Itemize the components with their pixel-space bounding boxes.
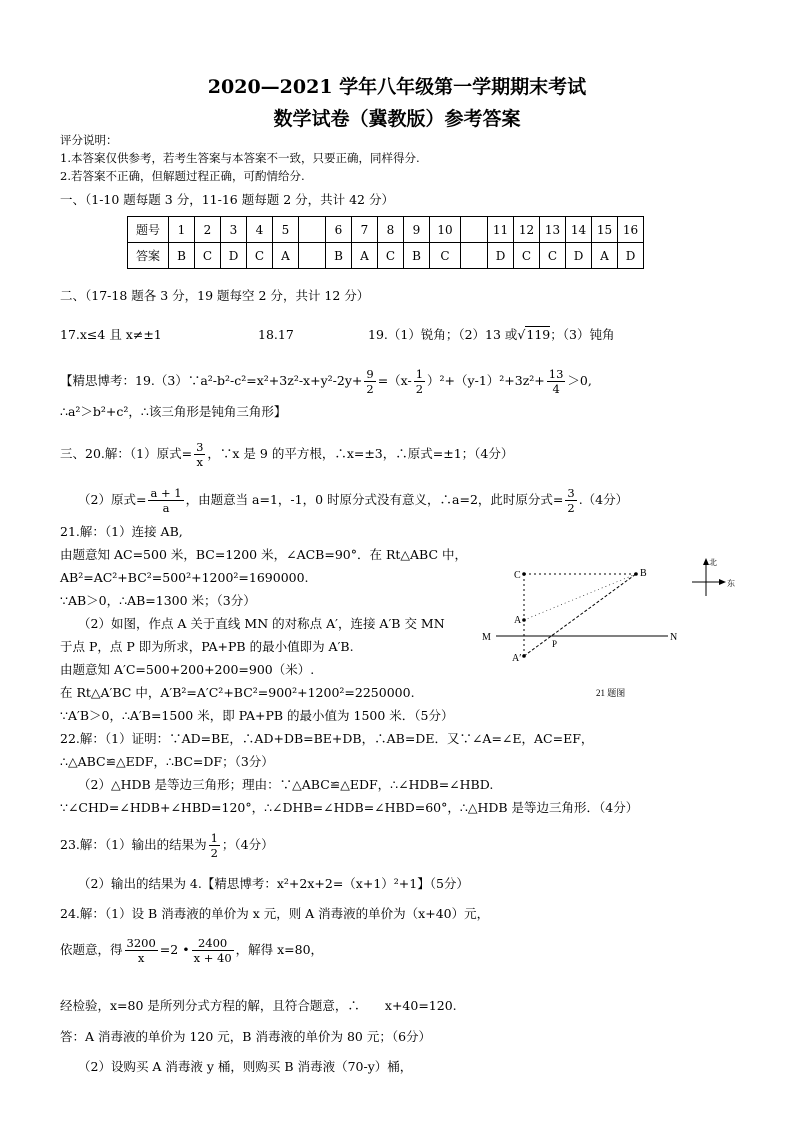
label-B: B	[640, 568, 647, 579]
table-cell: B	[169, 243, 195, 269]
answer-17: 17.x≤4 且 x≠±1	[60, 327, 162, 342]
think-text: =（x-	[377, 373, 412, 388]
fraction	[209, 831, 220, 860]
numerator: 1	[415, 367, 424, 381]
table-cell: 11	[488, 217, 514, 243]
q24-line: 24.解：（1）设 B 消毒液的单价为 x 元，则 A 消毒液的单价为（x+40）元，	[60, 906, 490, 921]
segment-AB	[524, 574, 636, 620]
table-gap	[461, 243, 488, 269]
table-cell: 12	[514, 217, 540, 243]
table-cell: 9	[404, 217, 430, 243]
answer-19	[368, 327, 614, 343]
denominator: a	[162, 501, 170, 515]
q21-line: 于点 P，点 P 即为所求，PA+PB 的最小值即为 A′B.	[60, 639, 354, 654]
label-A: A	[514, 615, 522, 626]
think-text: 【精思博考：19.（3）∵a²-b²-c²=x²+3z²-x+y²-2y+	[60, 373, 363, 388]
fraction	[194, 440, 205, 469]
q23-line: （2）输出的结果为 4.【精思博考：x²+2x+2=（x+1）²+1】（5分）	[78, 876, 469, 891]
table-cell: D	[221, 243, 247, 269]
q24-line: 答：A 消毒液的单价为 120 元，B 消毒液的单价为 80 元；（6分）	[60, 1029, 432, 1044]
table-cell: C	[378, 243, 404, 269]
think-conclusion: ∴a²＞b²+c²，∴该三角形是钝角三角形】	[60, 404, 287, 419]
numerator: 9	[366, 367, 374, 381]
denominator: 2	[567, 501, 575, 515]
fraction	[565, 486, 576, 515]
numerator: 2400	[192, 936, 234, 951]
q24-line: 经检验，x=80 是所列分式方程的解，且符合题意，∴ x+40=120.	[60, 998, 457, 1013]
q21-line: 由题意知 A′C=500+200+200=900（米）.	[60, 662, 315, 677]
table-cell: 10	[430, 217, 461, 243]
q20-text: （2）原式=	[78, 492, 147, 507]
denominator: x	[137, 951, 145, 965]
table-cell: B	[326, 243, 352, 269]
table-cell: 4	[247, 217, 273, 243]
q24-line: （2）设购买 A 消毒液 y 桶，则购买 B 消毒液（70-y）桶，	[78, 1059, 413, 1074]
answer-18: 18.17	[258, 327, 294, 342]
table-cell: A	[352, 243, 378, 269]
denominator: x + 40	[193, 951, 232, 965]
numerator: 3200	[126, 936, 156, 950]
fraction	[364, 367, 375, 396]
think-text: ）²+（y-1）²+3z²+	[427, 373, 545, 388]
answer-19-tail: ；（3）钝角	[550, 327, 615, 342]
numerator: 3	[567, 486, 575, 500]
q21-line: AB²=AC²+BC²=500²+1200²=1690000.	[60, 570, 309, 585]
table-cell: 15	[592, 217, 618, 243]
table-cell: C	[514, 243, 540, 269]
answer-row	[128, 243, 644, 269]
answer-table	[127, 216, 644, 269]
fraction	[192, 936, 234, 965]
east-label: 东	[727, 579, 735, 588]
q20-part2	[78, 483, 628, 517]
fraction	[414, 367, 425, 396]
question-number-row	[128, 217, 644, 243]
compass-icon	[688, 556, 738, 598]
table-cell: 16	[618, 217, 644, 243]
table-cell: 7	[352, 217, 378, 243]
q20-text: .（4分）	[578, 492, 629, 507]
table-cell: A	[592, 243, 618, 269]
table-cell: 13	[540, 217, 566, 243]
page-subtitle: 数学试卷（冀教版）参考答案	[273, 108, 521, 130]
fraction	[148, 486, 183, 515]
fraction	[125, 936, 158, 965]
table-row-label: 题号	[128, 217, 169, 243]
think-note-19	[60, 364, 592, 398]
denominator: 2	[210, 846, 218, 860]
scoring-note-2: 2.若答案不正确，但解题过程正确，可酌情给分.	[60, 169, 305, 183]
scoring-note-1: 1.本答案仅供参考，若考生答案与本答案不一致，只要正确，同样得分.	[60, 151, 420, 165]
table-cell: A	[273, 243, 299, 269]
numerator: a + 1	[150, 486, 182, 500]
q23-text: ；（4分）	[221, 837, 274, 852]
table-cell: 14	[566, 217, 592, 243]
table-cell: B	[404, 243, 430, 269]
table-gap	[461, 217, 488, 243]
q22-line: （2）△HDB 是等边三角形；理由：∵△ABC≌△EDF，∴∠HDB=∠HBD.	[78, 777, 494, 792]
label-A-prime: A′	[512, 653, 522, 664]
q20-text: 三、20.解：（1）原式=	[60, 446, 193, 461]
q20-text: ，由题意当 a=1，-1，0 时原分式没有意义，∴a=2，此时原分式=	[185, 492, 564, 507]
q24-text: ，解得 x=80，	[235, 942, 324, 957]
point-B	[634, 572, 638, 576]
q23-part1	[60, 828, 274, 862]
table-cell: 1	[169, 217, 195, 243]
numerator: 13	[548, 367, 564, 381]
q21-line: 21.解：（1）连接 AB,	[60, 524, 183, 539]
point-C	[522, 572, 526, 576]
q21-line: 在 Rt△A′BC 中，A′B²=A′C²+BC²=900²+1200²=2250000.	[60, 685, 415, 700]
table-cell: C	[430, 243, 461, 269]
fraction	[547, 367, 566, 396]
numerator: 3	[196, 440, 204, 454]
table-cell: D	[618, 243, 644, 269]
point-A-prime	[522, 654, 526, 658]
east-arrow-icon	[719, 579, 726, 585]
q24-text: =2 •	[159, 942, 190, 957]
table-cell: 8	[378, 217, 404, 243]
table-cell: 6	[326, 217, 352, 243]
denominator: 2	[366, 382, 374, 396]
table-cell: C	[247, 243, 273, 269]
label-M: M	[482, 632, 491, 643]
answer-19-text: 19.（1）锐角；（2）13 或	[368, 327, 518, 342]
figure-caption: 21 题图	[596, 688, 626, 698]
denominator: x	[196, 455, 203, 469]
page-title: 2020—2021 学年八年级第一学期期末考试	[207, 76, 587, 98]
q21-line: （2）如图，作点 A 关于直线 MN 的对称点 A′，连接 A′B 交 MN	[78, 616, 445, 631]
segment-A2B	[524, 574, 636, 656]
q20-part1	[60, 437, 513, 471]
q24-equation	[60, 933, 323, 967]
table-cell: 3	[221, 217, 247, 243]
q21-figure	[478, 550, 688, 705]
think-text: ＞0,	[567, 373, 592, 388]
numerator: 1	[210, 831, 218, 845]
q22-line: ∵∠CHD=∠HDB+∠HBD=120°，∴∠DHB=∠HDB=∠HBD=60°，∴△HDB 是等边三角形．（4分）	[60, 800, 639, 815]
q21-line: ∵AB＞0，∴AB=1300 米；（3分）	[60, 593, 256, 608]
q23-text: 23.解：（1）输出的结果为	[60, 837, 207, 852]
table-row-label: 答案	[128, 243, 169, 269]
q20-text: ，∵x 是 9 的平方根，∴x=±3，∴原式=±1；（4分）	[207, 446, 514, 461]
table-cell: C	[540, 243, 566, 269]
q22-line: 22.解：（1）证明：∵AD=BE，∴AD+DB=BE+DB，∴AB=DE．又∵∠A=∠E，AC=EF，	[60, 731, 594, 746]
q22-line: ∴△ABC≌△EDF，∴BC=DF；（3分）	[60, 754, 274, 769]
q24-text: 依题意，得	[60, 942, 123, 957]
north-label: 北	[709, 558, 717, 567]
scoring-notes-heading: 评分说明：	[60, 133, 118, 147]
label-N: N	[670, 632, 678, 643]
table-cell: D	[566, 243, 592, 269]
table-cell: D	[488, 243, 514, 269]
radicand: 119	[526, 327, 551, 342]
denominator: 4	[552, 382, 560, 396]
table-cell: C	[195, 243, 221, 269]
q21-line: 由题意知 AC=500 米，BC=1200 米，∠ACB=90°．在 Rt△ABC 中，	[60, 547, 467, 562]
sqrt-icon: √	[517, 327, 526, 342]
q21-line: ∵A′B＞0，∴A′B=1500 米，即 PA+PB 的最小值为 1500 米．（5分）	[60, 708, 454, 723]
table-cell: 2	[195, 217, 221, 243]
table-gap	[299, 243, 326, 269]
section-1-heading: 一、（1-10 题每题 3 分，11-16 题每题 2 分，共计 42 分）	[60, 192, 394, 207]
point-A	[522, 618, 526, 622]
table-gap	[299, 217, 326, 243]
table-cell: 5	[273, 217, 299, 243]
label-P: P	[552, 639, 558, 649]
denominator: 2	[415, 382, 424, 396]
section-2-heading: 二、（17-18 题各 3 分，19 题每空 2 分，共计 12 分）	[60, 288, 370, 303]
label-C: C	[514, 570, 521, 581]
